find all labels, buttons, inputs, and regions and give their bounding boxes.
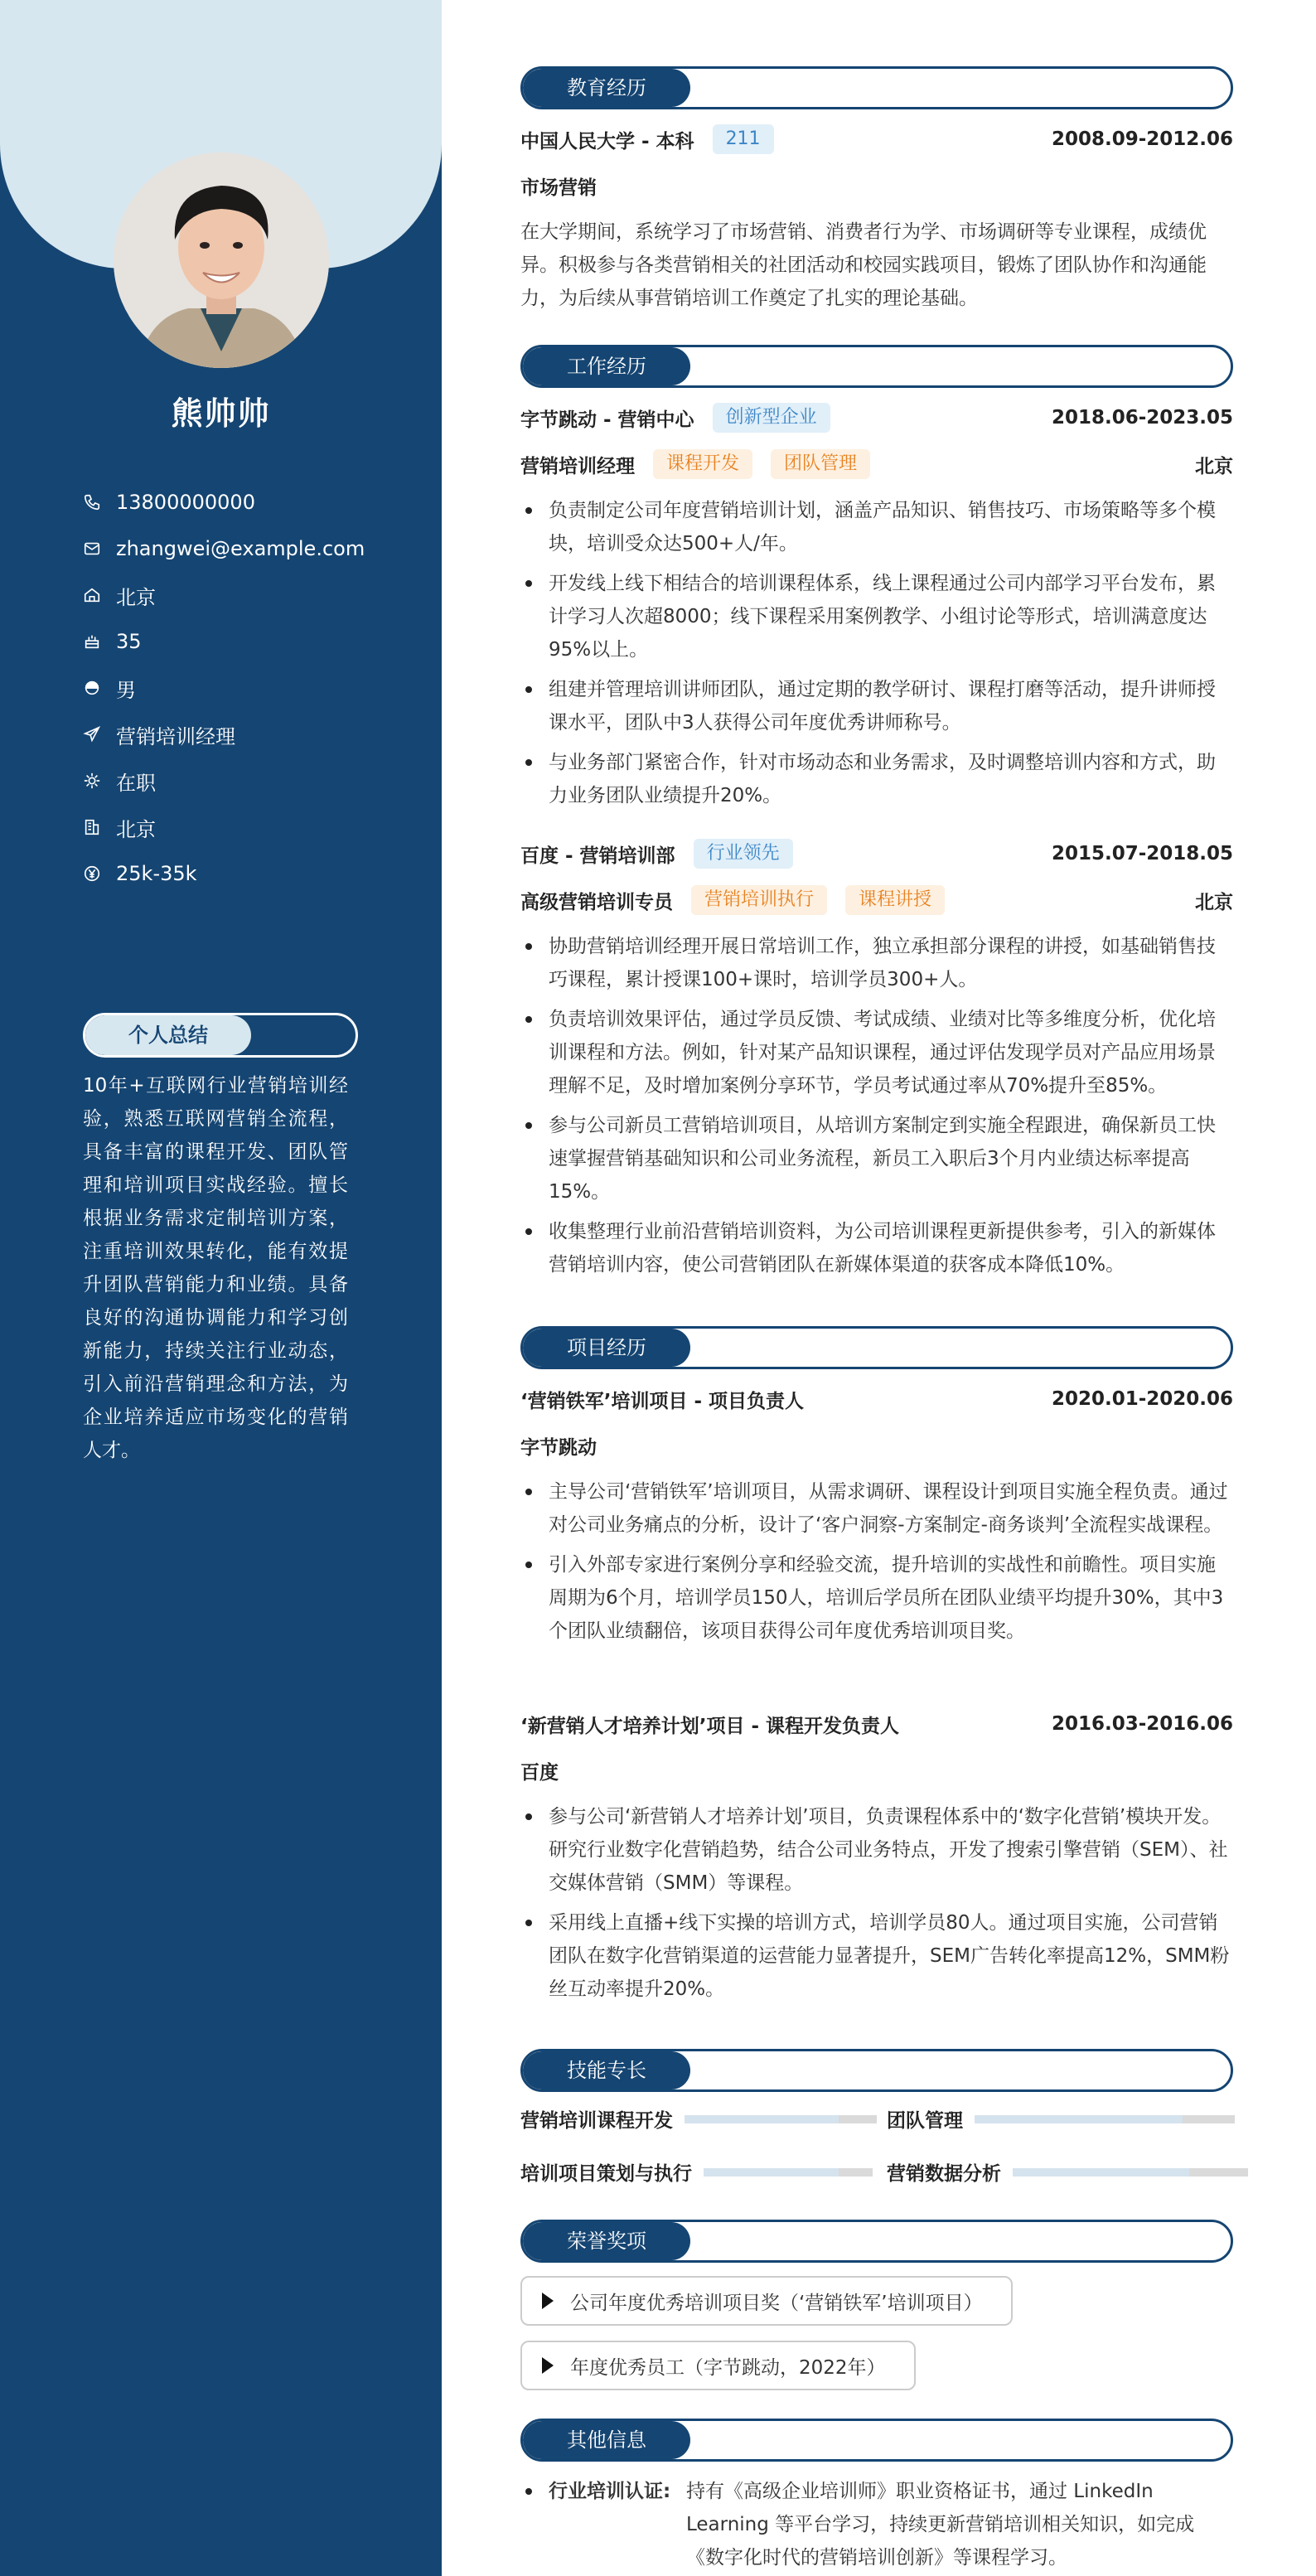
job-2-city: 北京 xyxy=(1195,891,1233,913)
education-title: 教育经历 xyxy=(567,76,646,99)
award-item-1[interactable] xyxy=(520,2276,1013,2326)
candidate-name: 熊帅帅 xyxy=(171,395,271,432)
skill-1-bar xyxy=(685,2115,877,2123)
mail-icon xyxy=(83,540,101,558)
info-status-text: 在职 xyxy=(116,771,156,795)
home-icon xyxy=(83,586,101,604)
job-2-tag-1: 营销培训执行 xyxy=(691,885,827,915)
phone-icon xyxy=(83,493,101,511)
info-salary xyxy=(83,850,414,897)
project-1-header xyxy=(520,1382,1233,1416)
status-icon xyxy=(83,772,101,790)
other-title: 其他信息 xyxy=(567,2428,646,2452)
project-2-org-row xyxy=(520,1754,1233,1787)
education-header xyxy=(520,123,1233,156)
list-item: 负责培训效果评估，通过学员反馈、考试成绩、业绩对比等多维度分析，优化培训课程和方法。例如，针对某产品知识课程，通过评估发现学员对产品应用场景理解不足，及时增加案例分享环节，学员考试通过率从70%提升至85%。 xyxy=(520,1003,1233,1102)
education-major-row xyxy=(520,169,1233,202)
contact-info xyxy=(83,479,414,897)
project-2-date: 2016.03-2016.06 xyxy=(1051,1713,1233,1735)
skill-3-name: 培训项目策划与执行 xyxy=(520,2163,692,2185)
projects-heading xyxy=(520,1326,1233,1369)
education-date: 2008.09-2012.06 xyxy=(1051,128,1233,150)
job-2-tag-2: 课程讲授 xyxy=(845,885,945,915)
info-location-text: 北京 xyxy=(116,585,156,609)
info-status xyxy=(83,758,414,804)
send-icon xyxy=(83,725,101,743)
job-1-bullets xyxy=(520,494,1233,819)
info-location xyxy=(83,572,414,618)
info-gender xyxy=(83,665,414,711)
school-tag: 211 xyxy=(713,124,774,154)
info-city-text: 北京 xyxy=(116,817,156,841)
list-item: 引入外部专家进行案例分享和经验交流，提升培训的实战性和前瞻性。项目实施周期为6个月，培训学员150人，培训后学员所在团队业绩平均提升30%，其中3个团队业绩翻倍，该项目获得公司年度优秀培训项目奖。 xyxy=(520,1548,1233,1648)
list-item: 参与公司新员工营销培训项目，从培训方案制定到实施全程跟进，确保新员工快速掌握营销基础知识和公司业务流程，新员工入职后3个月内业绩达标率提高15%。 xyxy=(520,1109,1233,1208)
job-2-bullets xyxy=(520,930,1233,1288)
job-1-tag-1: 课程开发 xyxy=(653,449,752,479)
info-age-text: 35 xyxy=(116,630,142,653)
info-salary-text: 25k-35k xyxy=(116,862,197,885)
job-2-date: 2015.07-2018.05 xyxy=(1051,843,1233,864)
skill-3-bar xyxy=(704,2168,873,2177)
job-1-role: 营销培训经理 xyxy=(520,455,635,477)
skills-title: 技能专长 xyxy=(567,2059,646,2082)
skill-3 xyxy=(520,2158,873,2186)
job-1-city: 北京 xyxy=(1195,455,1233,477)
education-desc: 在大学期间，系统学习了市场营销、消费者行为学、市场调研等专业课程，成绩优异。积极参与各类营销相关的社团活动和校园实践项目，锻炼了团队协作和沟通能力，为后续从事营销培训工作奠定了扎实的理论基础。 xyxy=(520,221,1207,309)
info-age xyxy=(83,618,414,665)
education-heading xyxy=(520,66,1233,109)
info-email-text: zhangwei@example.com xyxy=(116,537,365,560)
projects-title: 项目经历 xyxy=(567,1336,646,1359)
other-text: 持有《高级企业培训师》职业资格证书，通过 LinkedIn Learning 等平台学习，持续更新营销培训相关知识，如完成《数字化时代的营销培训创新》等课程学习。 xyxy=(686,2481,1195,2569)
info-gender-text: 男 xyxy=(116,678,136,702)
list-item: 收集整理行业前沿营销培训资料，为公司培训课程更新提供参考，引入的新媒体营销培训内容，使公司营销团队在新媒体渠道的获客成本降低10%。 xyxy=(520,1215,1233,1281)
sidebar xyxy=(0,0,442,2576)
yen-icon xyxy=(83,864,101,883)
summary-heading xyxy=(83,1013,358,1058)
list-item: 协助营销培训经理开展日常培训工作，独立承担部分课程的讲授，如基础销售技巧课程，累计授课100+课时，培训学员300+人。 xyxy=(520,930,1233,996)
info-phone xyxy=(83,479,414,525)
cake-icon xyxy=(83,632,101,651)
skill-2-name: 团队管理 xyxy=(887,2110,963,2132)
info-email xyxy=(83,525,414,572)
project-1-name: ‘营销铁军’培训项目 - 项目负责人 xyxy=(520,1390,805,1412)
list-item: 负责制定公司年度营销培训计划，涵盖产品知识、销售技巧、市场策略等多个模块，培训受众达500+人/年。 xyxy=(520,494,1233,560)
triangle-right-icon xyxy=(542,2293,554,2309)
info-city xyxy=(83,804,414,850)
work-heading xyxy=(520,345,1233,388)
skill-2-bar xyxy=(975,2115,1235,2123)
project-2-bullets xyxy=(520,1800,1233,2012)
job-1-company-tag: 创新型企业 xyxy=(713,403,830,433)
job-2-role-row xyxy=(520,884,1233,917)
job-1-role-row xyxy=(520,448,1233,481)
summary-title: 个人总结 xyxy=(128,1024,208,1047)
gender-icon xyxy=(83,679,101,697)
job-1-tag-2: 团队管理 xyxy=(771,449,870,479)
info-position-text: 营销培训经理 xyxy=(116,724,235,748)
triangle-right-icon xyxy=(542,2357,554,2374)
job-2-company-tag: 行业领先 xyxy=(694,839,793,869)
skill-1 xyxy=(520,2105,877,2133)
award-2-text: 年度优秀员工（字节跳动，2022年） xyxy=(570,2356,886,2379)
skill-4-bar xyxy=(1013,2168,1248,2177)
award-item-2[interactable] xyxy=(520,2341,916,2390)
project-1-org-row xyxy=(520,1429,1233,1462)
building-icon xyxy=(83,818,101,836)
job-2-company: 百度 - 营销培训部 xyxy=(520,845,675,867)
project-2-header xyxy=(520,1707,1233,1741)
work-title: 工作经历 xyxy=(567,355,646,378)
awards-heading xyxy=(520,2220,1233,2263)
info-phone-text: 13800000000 xyxy=(116,491,255,514)
project-2-name: ‘新营销人才培养计划’项目 - 课程开发负责人 xyxy=(520,1715,900,1737)
skill-1-name: 营销培训课程开发 xyxy=(520,2110,673,2132)
project-1-org: 字节跳动 xyxy=(520,1436,597,1459)
skills-heading xyxy=(520,2049,1233,2092)
avatar xyxy=(114,153,329,368)
project-2-org: 百度 xyxy=(520,1761,559,1784)
job-1-company: 字节跳动 - 营销中心 xyxy=(520,409,694,431)
list-item: 与业务部门紧密合作，针对市场动态和业务需求，及时调整培训内容和方式，助力业务团队业绩提升20%。 xyxy=(520,746,1233,812)
job-1-date: 2018.06-2023.05 xyxy=(1051,407,1233,429)
school-name: 中国人民大学 - 本科 xyxy=(520,130,694,153)
skill-2 xyxy=(887,2105,1235,2133)
list-item: 组建并管理培训讲师团队，通过定期的教学研讨、课程打磨等活动，提升讲师授课水平，团队中3人获得公司年度优秀讲师称号。 xyxy=(520,673,1233,739)
other-label: 行业培训认证: xyxy=(520,2475,686,2574)
list-item: 参与公司‘新营销人才培养计划’项目，负责课程体系中的‘数字化营销’模块开发。研究行业数字化营销趋势，结合公司业务特点，开发了搜索引擎营销（SEM）、社交媒体营销（SMM）等课程。 xyxy=(520,1800,1233,1900)
list-item: 开发线上线下相结合的培训课程体系，线上课程通过公司内部学习平台发布，累计学习人次超8000；线下课程采用案例教学、小组讨论等形式，培训满意度达95%以上。 xyxy=(520,567,1233,666)
awards-title: 荣誉奖项 xyxy=(567,2230,646,2253)
list-item: 主导公司‘营销铁军’培训项目，从需求调研、课程设计到项目实施全程负责。通过对公司业务痛点的分析，设计了‘客户洞察-方案制定-商务谈判’全流程实战课程。 xyxy=(520,1475,1233,1542)
project-1-bullets xyxy=(520,1475,1233,1654)
other-item xyxy=(520,2475,1233,2574)
job-2-role: 高级营销培训专员 xyxy=(520,891,673,913)
award-1-text: 公司年度优秀培训项目奖（‘营销铁军’培训项目） xyxy=(570,2292,983,2314)
education-major: 市场营销 xyxy=(520,177,597,199)
skill-4-name: 营销数据分析 xyxy=(887,2163,1001,2185)
job-1-header xyxy=(520,401,1233,434)
info-position xyxy=(83,711,414,758)
summary-text: 10年+互联网行业营销培训经验，熟悉互联网营销全流程，具备丰富的课程开发、团队管理和培训项目实战经验。擅长根据业务需求定制培训方案，注重培训效果转化，能有效提升团队营销能力和业绩。具备良好的沟通协调能力和学习创新能力，持续关注行业动态，引入前沿营销理念和方法，为企业培养适应市场变化的营销人才。 xyxy=(83,1075,348,1461)
job-2-header xyxy=(520,837,1233,870)
other-heading xyxy=(520,2419,1233,2462)
project-1-date: 2020.01-2020.06 xyxy=(1051,1388,1233,1410)
skill-4 xyxy=(887,2158,1248,2186)
list-item: 采用线上直播+线下实操的培训方式，培训学员80人。通过项目实施，公司营销团队在数字化营销渠道的运营能力显著提升，SEM广告转化率提高12%，SMM粉丝互动率提升20%。 xyxy=(520,1906,1233,2006)
